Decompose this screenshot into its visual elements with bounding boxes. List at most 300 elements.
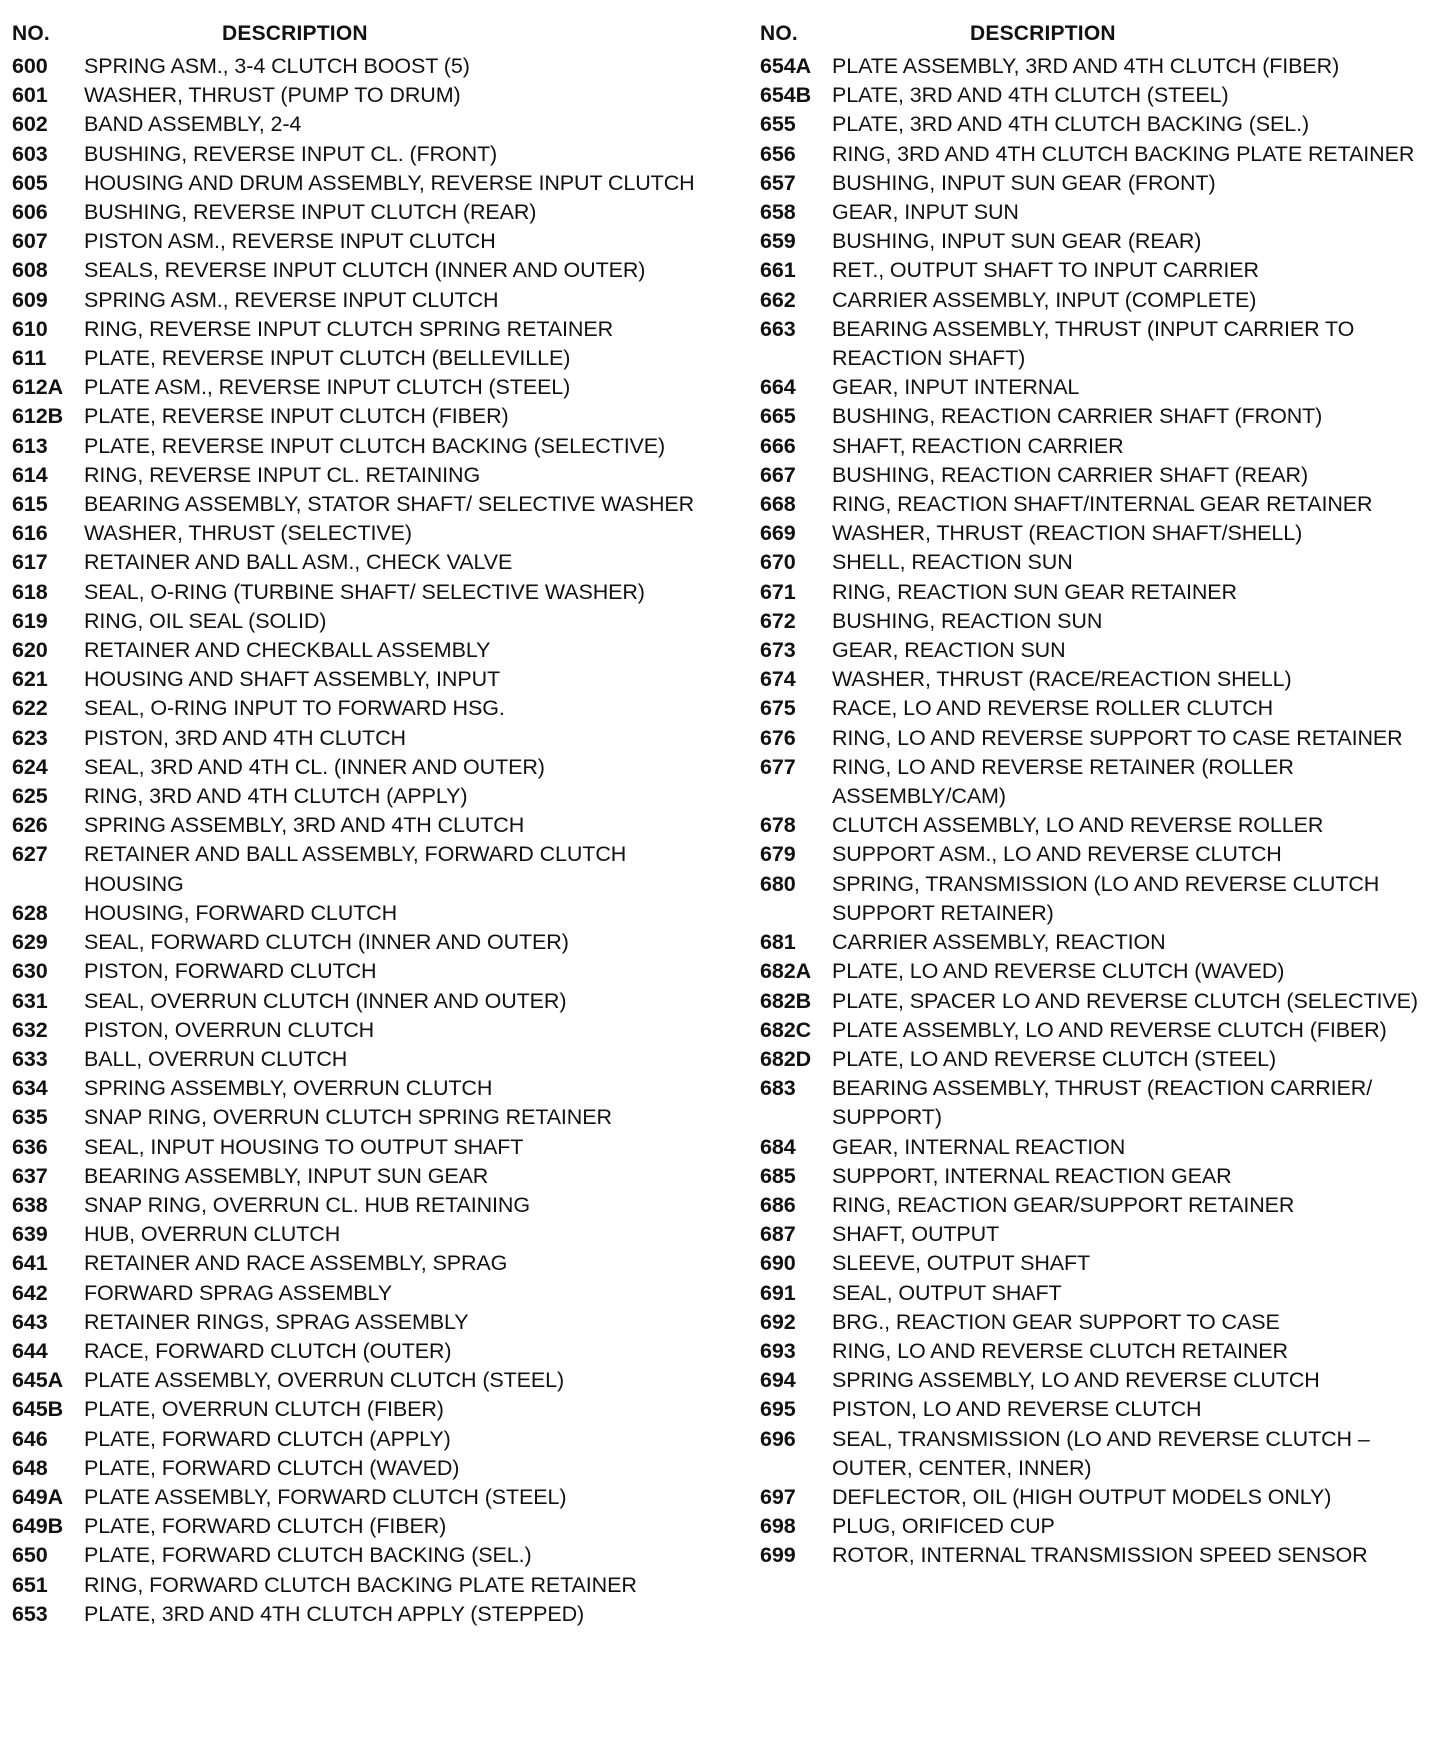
part-number: 696 [760,1426,796,1451]
part-row [760,1045,1450,1074]
part-number: 615 [12,492,48,517]
part-row [760,1541,1450,1570]
part-row [760,1279,1450,1308]
part-description: PLATE, 3RD AND 4TH CLUTCH APPLY (STEPPED) [84,1601,585,1626]
part-description: SEAL, O-RING (TURBINE SHAFT/ SELECTIVE WASHER) [84,579,645,604]
part-number: 685 [760,1163,796,1188]
part-row [760,578,1450,607]
part-row [760,548,1450,577]
part-description: SNAP RING, OVERRUN CL. HUB RETAINING [84,1192,530,1217]
part-number: 621 [12,667,48,692]
part-number: 630 [12,959,48,984]
part-number: 649B [12,1514,63,1539]
part-description: FORWARD SPRAG ASSEMBLY [84,1280,393,1305]
part-description: PLATE, FORWARD CLUTCH (WAVED) [84,1455,460,1480]
part-number: 606 [12,200,48,225]
part-description: PLATE, OVERRUN CLUTCH (FIBER) [84,1397,444,1422]
part-number: 655 [760,112,796,137]
part-description: PLATE, SPACER LO AND REVERSE CLUTCH (SELECTIVE) [832,988,1418,1013]
header-description: DESCRIPTION [222,22,368,45]
part-number: 644 [12,1338,48,1363]
part-number: 697 [760,1484,796,1509]
part-row [760,607,1450,636]
part-description: PLATE ASSEMBLY, OVERRUN CLUTCH (STEEL) [84,1368,565,1393]
part-number: 641 [12,1251,48,1276]
part-number: 668 [760,492,796,517]
part-row [12,286,712,315]
header-description: DESCRIPTION [970,22,1116,45]
part-description: PLATE, LO AND REVERSE CLUTCH (WAVED) [832,959,1285,984]
part-row [12,1571,712,1600]
part-number: 603 [12,141,48,166]
part-description: CARRIER ASSEMBLY, REACTION [832,930,1166,955]
part-number: 676 [760,725,796,750]
part-description: BEARING ASSEMBLY, INPUT SUN GEAR [84,1163,489,1188]
part-row [12,1249,712,1278]
part-number: 646 [12,1426,48,1451]
part-row [12,344,712,373]
part-number: 677 [760,754,796,779]
part-description: SEALS, REVERSE INPUT CLUTCH (INNER AND OUTER) [84,258,646,283]
part-number: 694 [760,1368,796,1393]
part-row [760,286,1450,315]
part-number: 663 [760,316,796,341]
part-number: 661 [760,258,796,283]
part-row [12,1425,712,1454]
part-description: HUB, OVERRUN CLUTCH [84,1222,341,1247]
part-row [760,519,1450,548]
part-row [760,1395,1450,1424]
part-row [760,665,1450,694]
part-description: ROTOR, INTERNAL TRANSMISSION SPEED SENSOR [832,1543,1368,1568]
part-description: PISTON, 3RD AND 4TH CLUTCH [84,725,406,750]
part-row [760,1016,1450,1045]
part-row [12,636,712,665]
part-number: 682D [760,1046,811,1071]
part-description: PLATE ASSEMBLY, LO AND REVERSE CLUTCH (FIBER) [832,1017,1387,1042]
part-row [12,461,712,490]
part-row [12,1512,712,1541]
part-description: SPRING ASSEMBLY, OVERRUN CLUTCH [84,1076,493,1101]
part-description: RING, REVERSE INPUT CL. RETAINING [84,462,481,487]
part-description: PLATE ASM., REVERSE INPUT CLUTCH (STEEL) [84,375,571,400]
part-row [12,1016,712,1045]
part-description: SPRING ASSEMBLY, LO AND REVERSE CLUTCH [832,1368,1320,1393]
part-description: PLATE, FORWARD CLUTCH BACKING (SEL.) [84,1543,532,1568]
part-description: SEAL, INPUT HOUSING TO OUTPUT SHAFT [84,1134,524,1159]
part-row [760,753,1450,811]
part-description: SEAL, TRANSMISSION (LO AND REVERSE CLUTCH – OUTER, CENTER, INNER) [832,1426,1370,1480]
part-number: 678 [760,813,796,838]
part-description: GEAR, INPUT SUN [832,200,1019,225]
part-row [760,694,1450,723]
part-row [760,81,1450,110]
part-description: BUSHING, REACTION SUN [832,608,1103,633]
part-description: SEAL, FORWARD CLUTCH (INNER AND OUTER) [84,930,569,955]
part-description: PLUG, ORIFICED CUP [832,1514,1055,1539]
part-row [760,811,1450,840]
part-row [760,1366,1450,1395]
part-number: 670 [760,550,796,575]
part-description: BUSHING, REACTION CARRIER SHAFT (REAR) [832,462,1309,487]
part-description: WASHER, THRUST (PUMP TO DRUM) [84,83,461,108]
part-row [12,1600,712,1629]
part-description: SPRING, TRANSMISSION (LO AND REVERSE CLUTCH SUPPORT RETAINER) [832,871,1380,925]
column-header [760,16,1450,52]
part-description: RETAINER AND BALL ASSEMBLY, FORWARD CLUTCH HOUSING [84,842,627,896]
part-number: 635 [12,1105,48,1130]
part-number: 695 [760,1397,796,1422]
part-description: RET., OUTPUT SHAFT TO INPUT CARRIER [832,258,1259,283]
part-description: BEARING ASSEMBLY, STATOR SHAFT/ SELECTIVE WASHER [84,492,695,517]
part-number: 654A [760,54,811,78]
part-number: 643 [12,1309,48,1334]
part-row [760,1483,1450,1512]
part-description: RING, REACTION GEAR/SUPPORT RETAINER [832,1192,1295,1217]
part-row [760,870,1450,928]
part-row [760,1133,1450,1162]
part-row [12,753,712,782]
part-row [12,81,712,110]
part-number: 625 [12,784,48,809]
part-row [12,227,712,256]
part-description: PLATE, REVERSE INPUT CLUTCH BACKING (SELECTIVE) [84,433,666,458]
part-number: 624 [12,754,48,779]
part-description: DEFLECTOR, OIL (HIGH OUTPUT MODELS ONLY) [832,1484,1332,1509]
part-description: HOUSING AND DRUM ASSEMBLY, REVERSE INPUT CLUTCH [84,170,695,195]
part-row [12,256,712,285]
part-number: 612A [12,375,63,400]
part-number: 600 [12,54,48,78]
part-number: 686 [760,1192,796,1217]
part-number: 605 [12,170,48,195]
part-row [12,169,712,198]
part-row [12,490,712,519]
part-row [12,373,712,402]
part-row [12,1045,712,1074]
part-description: RETAINER RINGS, SPRAG ASSEMBLY [84,1309,469,1334]
part-number: 651 [12,1572,48,1597]
part-number: 673 [760,638,796,663]
part-number: 683 [760,1076,796,1101]
part-number: 639 [12,1222,48,1247]
part-row [12,665,712,694]
part-number: 659 [760,229,796,254]
part-description: SEAL, OVERRUN CLUTCH (INNER AND OUTER) [84,988,567,1013]
part-description: PLATE, 3RD AND 4TH CLUTCH (STEEL) [832,83,1229,108]
part-number: 649A [12,1484,63,1509]
part-number: 653 [12,1601,48,1626]
part-row [12,1074,712,1103]
part-number: 681 [760,930,796,955]
part-number: 674 [760,667,796,692]
part-row [760,1512,1450,1541]
part-row [12,840,712,898]
part-number: 631 [12,988,48,1013]
part-description: BAND ASSEMBLY, 2-4 [84,112,302,137]
part-row [12,811,712,840]
part-row [12,548,712,577]
part-description: BRG., REACTION GEAR SUPPORT TO CASE [832,1309,1280,1334]
part-number: 664 [760,375,796,400]
part-row [12,724,712,753]
part-row [760,52,1450,81]
part-row [760,840,1450,869]
part-description: BALL, OVERRUN CLUTCH [84,1046,348,1071]
part-number: 650 [12,1543,48,1568]
part-row [12,110,712,139]
part-row [12,198,712,227]
part-description: RING, FORWARD CLUTCH BACKING PLATE RETAINER [84,1572,637,1597]
part-description: PLATE, LO AND REVERSE CLUTCH (STEEL) [832,1046,1277,1071]
part-number: 690 [760,1251,796,1276]
part-row [12,1366,712,1395]
part-description: GEAR, INPUT INTERNAL [832,375,1080,400]
part-description: PLATE, REVERSE INPUT CLUTCH (BELLEVILLE) [84,346,571,371]
part-number: 682B [760,988,811,1013]
part-row [12,578,712,607]
part-description: PISTON ASM., REVERSE INPUT CLUTCH [84,229,496,254]
part-number: 628 [12,900,48,925]
part-description: SHELL, REACTION SUN [832,550,1073,575]
part-row [760,1220,1450,1249]
part-description: SHAFT, OUTPUT [832,1222,1000,1247]
part-row [12,607,712,636]
part-number: 684 [760,1134,796,1159]
part-description: PISTON, OVERRUN CLUTCH [84,1017,375,1042]
part-description: SUPPORT ASM., LO AND REVERSE CLUTCH [832,842,1282,867]
part-row [760,373,1450,402]
part-description: HOUSING AND SHAFT ASSEMBLY, INPUT [84,667,501,692]
part-number: 613 [12,433,48,458]
part-row [12,1308,712,1337]
part-row [12,899,712,928]
part-number: 699 [760,1543,796,1568]
part-number: 654B [760,83,811,108]
part-row [12,1279,712,1308]
part-number: 672 [760,608,796,633]
part-number: 682C [760,1017,811,1042]
part-number: 627 [12,842,48,867]
part-row [12,432,712,461]
part-row [760,1425,1450,1483]
part-description: GEAR, INTERNAL REACTION [832,1134,1126,1159]
part-row [12,519,712,548]
part-number: 692 [760,1309,796,1334]
part-row [760,315,1450,373]
part-number: 693 [760,1338,796,1363]
part-number: 616 [12,521,48,546]
part-number: 617 [12,550,48,575]
part-number: 602 [12,112,48,137]
part-row [12,694,712,723]
part-number: 610 [12,316,48,341]
part-number: 629 [12,930,48,955]
part-number: 691 [760,1280,796,1305]
part-description: CARRIER ASSEMBLY, INPUT (COMPLETE) [832,287,1257,312]
part-description: WASHER, THRUST (REACTION SHAFT/SHELL) [832,521,1303,546]
part-row [760,256,1450,285]
part-description: RING, LO AND REVERSE CLUTCH RETAINER [832,1338,1288,1363]
part-description: PISTON, LO AND REVERSE CLUTCH [832,1397,1202,1422]
header-no: NO. [760,22,798,45]
part-row [760,198,1450,227]
part-description: BUSHING, REVERSE INPUT CLUTCH (REAR) [84,200,537,225]
part-description: RING, 3RD AND 4TH CLUTCH BACKING PLATE RETAINER [832,141,1415,166]
part-row [760,432,1450,461]
part-description: RING, 3RD AND 4TH CLUTCH (APPLY) [84,784,468,809]
part-number: 623 [12,725,48,750]
part-description: PLATE, FORWARD CLUTCH (FIBER) [84,1514,447,1539]
part-number: 687 [760,1222,796,1247]
part-number: 669 [760,521,796,546]
part-number: 609 [12,287,48,312]
part-description: RING, REACTION SHAFT/INTERNAL GEAR RETAINER [832,492,1373,517]
part-number: 679 [760,842,796,867]
part-description: RING, LO AND REVERSE SUPPORT TO CASE RETAINER [832,725,1403,750]
part-number: 658 [760,200,796,225]
part-description: RETAINER AND CHECKBALL ASSEMBLY [84,638,491,663]
part-description: WASHER, THRUST (RACE/REACTION SHELL) [832,667,1292,692]
part-number: 618 [12,579,48,604]
part-description: SPRING ASSEMBLY, 3RD AND 4TH CLUTCH [84,813,525,838]
part-row [760,402,1450,431]
part-row [12,1483,712,1512]
part-row [760,110,1450,139]
part-description: SUPPORT, INTERNAL REACTION GEAR [832,1163,1232,1188]
part-row [760,227,1450,256]
part-row [12,402,712,431]
part-row [12,928,712,957]
part-row [12,1220,712,1249]
part-row [760,140,1450,169]
part-number: 680 [760,871,796,896]
part-description: PLATE ASSEMBLY, FORWARD CLUTCH (STEEL) [84,1484,567,1509]
part-number: 665 [760,404,796,429]
part-description: PLATE, REVERSE INPUT CLUTCH (FIBER) [84,404,509,429]
part-number: 608 [12,258,48,283]
part-description: BUSHING, REACTION CARRIER SHAFT (FRONT) [832,404,1323,429]
part-description: WASHER, THRUST (SELECTIVE) [84,521,412,546]
part-row [12,1454,712,1483]
rows-left [12,52,712,1629]
part-row [12,1541,712,1570]
part-number: 601 [12,83,48,108]
part-number: 611 [12,346,47,371]
part-number: 667 [760,462,796,487]
part-number: 648 [12,1455,48,1480]
part-row [12,782,712,811]
part-number: 622 [12,696,48,721]
column-header [12,16,712,52]
part-description: PLATE, FORWARD CLUTCH (APPLY) [84,1426,451,1451]
part-description: BUSHING, INPUT SUN GEAR (FRONT) [832,170,1216,195]
part-description: PISTON, FORWARD CLUTCH [84,959,377,984]
part-description: SHAFT, REACTION CARRIER [832,433,1124,458]
part-description: SPRING ASM., 3-4 CLUTCH BOOST (5) [84,54,470,78]
part-description: HOUSING, FORWARD CLUTCH [84,900,398,925]
part-row [760,1308,1450,1337]
part-description: RING, REACTION SUN GEAR RETAINER [832,579,1237,604]
part-description: RING, REVERSE INPUT CLUTCH SPRING RETAINER [84,316,613,341]
part-description: RETAINER AND BALL ASM., CHECK VALVE [84,550,513,575]
part-number: 682A [760,959,811,984]
part-row [12,1395,712,1424]
parts-list-right [760,16,1450,1571]
part-row [760,1162,1450,1191]
part-description: SNAP RING, OVERRUN CLUTCH SPRING RETAINER [84,1105,612,1130]
part-description: SPRING ASM., REVERSE INPUT CLUTCH [84,287,499,312]
part-number: 632 [12,1017,48,1042]
part-row [760,1249,1450,1278]
part-description: RING, LO AND REVERSE RETAINER (ROLLER ASSEMBLY/CAM) [832,754,1294,809]
part-description: BEARING ASSEMBLY, THRUST (INPUT CARRIER TO REACTION SHAFT) [832,316,1355,371]
part-row [12,1103,712,1132]
part-number: 607 [12,229,48,254]
part-row [760,724,1450,753]
part-row [760,928,1450,957]
part-row [12,987,712,1016]
part-number: 614 [12,462,48,487]
part-number: 645B [12,1397,63,1422]
part-row [760,1074,1450,1132]
part-number: 634 [12,1076,48,1101]
part-row [12,1337,712,1366]
part-description: SEAL, 3RD AND 4TH CL. (INNER AND OUTER) [84,754,545,779]
part-number: 656 [760,141,796,166]
part-description: SEAL, O-RING INPUT TO FORWARD HSG. [84,696,505,721]
part-description: RETAINER AND RACE ASSEMBLY, SPRAG [84,1251,508,1276]
rows-right [760,52,1450,1571]
part-description: CLUTCH ASSEMBLY, LO AND REVERSE ROLLER [832,813,1324,838]
part-number: 636 [12,1134,48,1159]
part-description: RACE, FORWARD CLUTCH (OUTER) [84,1338,452,1363]
part-description: RING, OIL SEAL (SOLID) [84,608,327,633]
part-number: 657 [760,170,796,195]
part-row [760,957,1450,986]
part-row [760,1337,1450,1366]
part-row [760,490,1450,519]
part-number: 645A [12,1368,63,1393]
part-number: 662 [760,287,796,312]
part-row [760,169,1450,198]
part-number: 638 [12,1192,48,1217]
part-number: 675 [760,696,796,721]
part-description: BUSHING, REVERSE INPUT CL. (FRONT) [84,141,498,166]
part-number: 612B [12,404,63,429]
part-row [12,315,712,344]
part-number: 620 [12,638,48,663]
part-number: 698 [760,1514,796,1539]
parts-list-left [12,16,712,1629]
part-number: 619 [12,608,48,633]
header-no: NO. [12,22,50,45]
part-description: SEAL, OUTPUT SHAFT [832,1280,1062,1305]
part-description: BUSHING, INPUT SUN GEAR (REAR) [832,229,1202,254]
part-description: RACE, LO AND REVERSE ROLLER CLUTCH [832,696,1274,721]
part-row [760,987,1450,1016]
part-row [12,1162,712,1191]
part-number: 666 [760,433,796,458]
part-number: 626 [12,813,48,838]
part-row [12,52,712,81]
part-description: PLATE, 3RD AND 4TH CLUTCH BACKING (SEL.) [832,112,1310,137]
part-description: GEAR, REACTION SUN [832,638,1066,663]
part-row [12,1191,712,1220]
part-row [760,636,1450,665]
part-number: 633 [12,1046,48,1071]
part-number: 671 [760,579,796,604]
